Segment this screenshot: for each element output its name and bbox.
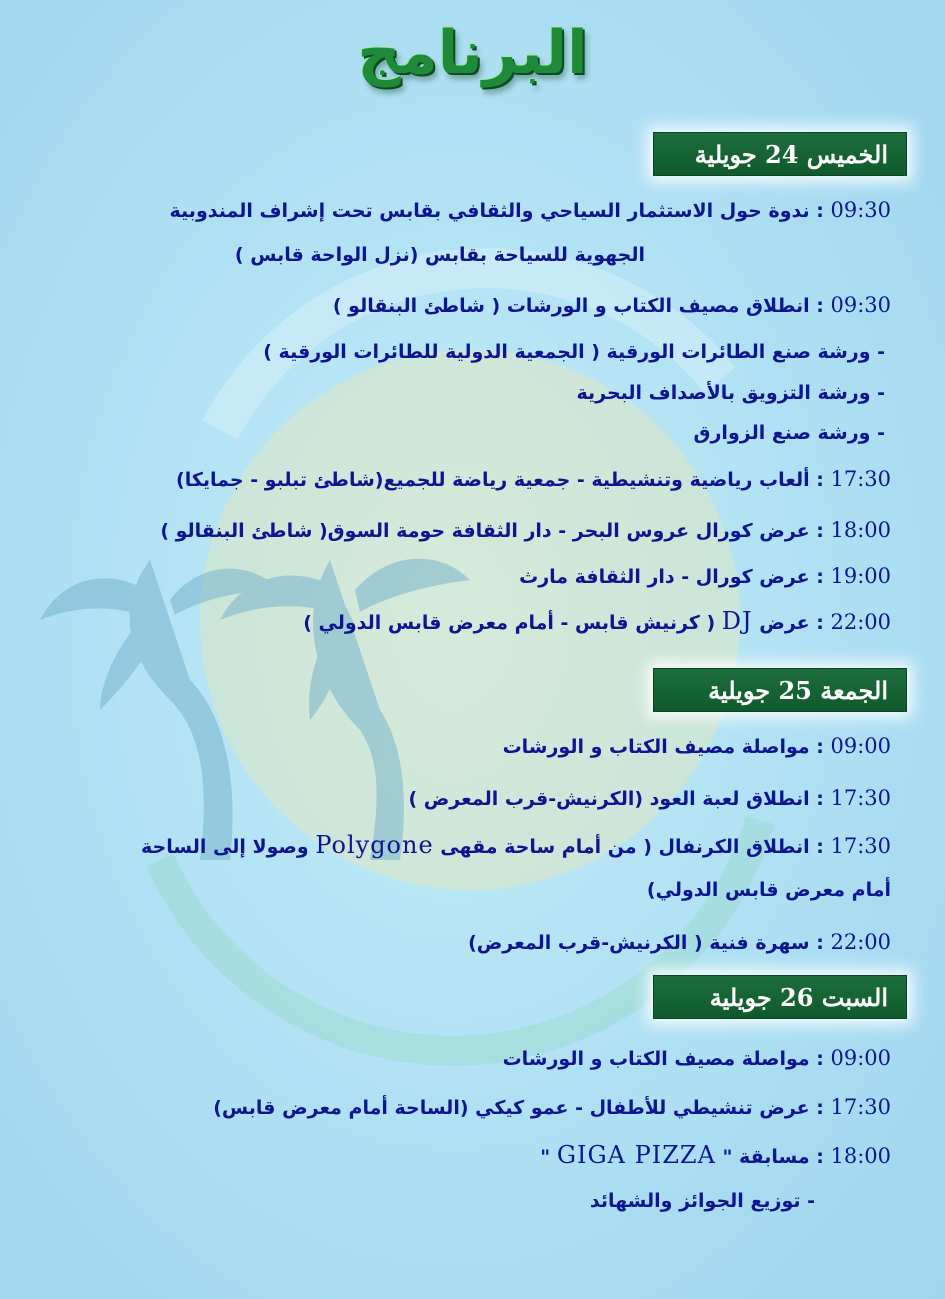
item-text: : ألعاب رياضية وتنشيطية - جمعية رياضة للجميع(شاطئ تبلبو - جمايكا) — [176, 469, 824, 491]
schedule-item — [160, 515, 891, 546]
item-text: الجهوية للسياحة بقابس (نزل الواحة قابس ) — [234, 244, 645, 266]
item-latin-text: DJ — [721, 607, 753, 635]
schedule-item-continuation — [647, 875, 891, 905]
item-text: : عرض — [759, 612, 824, 634]
item-text: وصولا إلى الساحة — [141, 836, 309, 858]
item-time: 09:30 — [830, 293, 891, 317]
workshop-item — [577, 378, 886, 408]
workshop-item — [694, 418, 886, 448]
day-banner-friday: الجمعة 25 جويلية — [653, 668, 907, 712]
item-text: : مواصلة مصيف الكتاب و الورشات — [502, 736, 824, 758]
item-text: : عرض تنشيطي للأطفال - عمو كيكي (الساحة أمام معرض قابس) — [213, 1097, 824, 1119]
item-text: : انطلاق الكرنفال ( من أمام ساحة مقهى — [440, 836, 824, 858]
item-text: أمام معرض قابس الدولي) — [646, 879, 891, 901]
item-text: ( كرنيش قابس - أمام معرض قابس الدولي ) — [303, 612, 716, 634]
schedule-item — [468, 927, 891, 958]
item-text: - توزيع الجوائز والشهائد — [589, 1190, 815, 1212]
day-banner-thursday: الخميس 24 جويلية — [653, 132, 907, 176]
schedule-item — [503, 731, 891, 762]
schedule-item — [519, 561, 891, 592]
item-text: - ورشة صنع الطائرات الورقية ( الجمعية الدولية للطائرات الورقية ) — [263, 341, 885, 363]
item-time: 18:00 — [830, 1144, 891, 1168]
item-text: : عرض كورال عروس البحر - دار الثقافة حومة السوق( شاطئ البنقالو ) — [160, 520, 824, 542]
schedule-item — [213, 1092, 891, 1123]
schedule-item — [333, 290, 891, 321]
schedule-item — [540, 1140, 891, 1172]
item-time: 19:00 — [830, 564, 891, 588]
item-text: : انطلاق مصيف الكتاب و الورشات ( شاطئ البنقالو ) — [332, 295, 824, 317]
schedule-item — [408, 783, 891, 814]
item-text: : سهرة فنية ( الكرنيش-قرب المعرض) — [468, 932, 824, 954]
item-latin-text: Polygone — [315, 831, 434, 859]
item-time: 09:00 — [830, 1046, 891, 1070]
schedule-item — [503, 1043, 891, 1074]
item-time: 22:00 — [830, 930, 891, 954]
page-title: البرنامج — [357, 18, 588, 88]
schedule-item — [176, 464, 891, 495]
item-time: 22:00 — [830, 610, 891, 634]
item-time: 09:00 — [830, 734, 891, 758]
item-text: : عرض كورال - دار الثقافة مارث — [519, 566, 824, 588]
item-text: : مواصلة مصيف الكتاب و الورشات — [502, 1048, 824, 1070]
item-text: - ورشة التزويق بالأصداف البحرية — [576, 382, 885, 404]
day-banner-saturday: السبت 26 جويلية — [653, 975, 907, 1019]
item-text: : مسابقة " — [722, 1146, 824, 1168]
item-text: : ندوة حول الاستثمار السياحي والثقافي بقابس تحت إشراف المندوبية — [169, 200, 824, 222]
item-text: - ورشة صنع الزوارق — [693, 422, 885, 444]
item-time: 17:30 — [830, 467, 891, 491]
item-latin-text: GIGA PIZZA — [556, 1141, 716, 1169]
item-time: 18:00 — [830, 518, 891, 542]
item-time: 09:30 — [830, 198, 891, 222]
item-text: " — [540, 1146, 551, 1168]
schedule-item-continuation — [235, 240, 645, 270]
item-time: 17:30 — [830, 786, 891, 810]
workshop-item — [263, 337, 885, 367]
schedule-item — [170, 195, 891, 226]
schedule-item — [141, 830, 891, 862]
item-time: 17:30 — [830, 1095, 891, 1119]
schedule-item — [303, 606, 891, 638]
item-text: : انطلاق لعبة العود (الكرنيش-قرب المعرض ) — [408, 788, 824, 810]
schedule-item-continuation — [590, 1186, 815, 1216]
item-time: 17:30 — [830, 834, 891, 858]
